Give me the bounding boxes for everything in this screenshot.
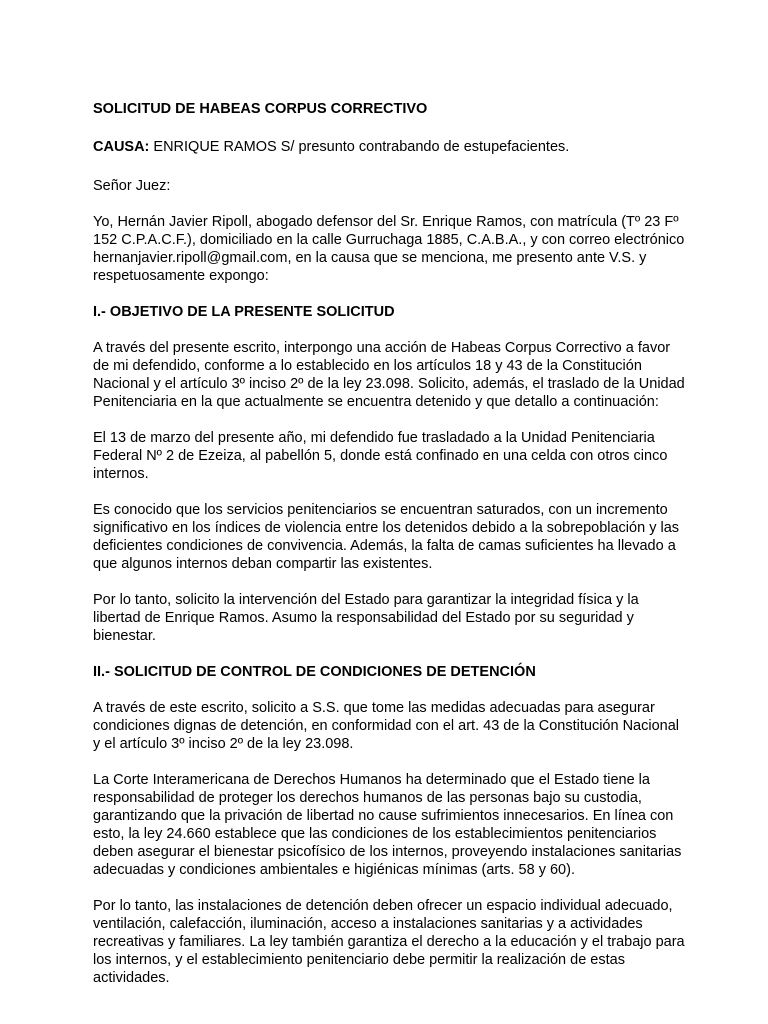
causa-label: CAUSA: xyxy=(93,139,150,155)
section-1-paragraph-1: A través del presente escrito, interpongo una acción de Habeas Corpus Correctivo a favor de mi defendido, conforme a lo establecido en los artículos 18 y 43 de la Constitución Nacional y el artículo 3º inciso 2º de la ley 23.098. Solicito, además, el traslado de la Unidad Penitenciaria en la que actualmente se encuentra detenido y que detallo a continuación: xyxy=(93,340,685,410)
section-2-paragraph-1: A través de este escrito, solicito a S.S. que tome las medidas adecuadas para asegurar condiciones dignas de detención, en conformidad con el art. 43 de la Constitución Nacional y el artículo 3º inciso 2º de la ley 23.098. xyxy=(93,700,680,752)
section-2-heading: II.- SOLICITUD DE CONTROL DE CONDICIONES DE DETENCIÓN xyxy=(93,664,536,680)
causa-line xyxy=(93,138,688,156)
section-1-paragraph-4: Por lo tanto, solicito la intervención del Estado para garantizar la integridad física y la libertad de Enrique Ramos. Asumo la responsabilidad del Estado por su seguridad y bienestar. xyxy=(93,592,639,644)
document-title: SOLICITUD DE HABEAS CORPUS CORRECTIVO xyxy=(93,101,428,117)
section-2-paragraph-2: La Corte Interamericana de Derechos Humanos ha determinado que el Estado tiene la responsabilidad de proteger los derechos humanos de las personas bajo su custodia, garantizando que la privación de libertad no cause sufrimientos innecesarios. En línea con esto, la ley 24.660 establece que las condiciones de los establecimientos penitenciarios deben asegurar el bienestar psicofísico de los internos, proveyendo instalaciones sanitarias adecuadas y condiciones ambientales e higiénicas mínimas (arts. 58 y 60). xyxy=(93,772,682,878)
section-1-heading: I.- OBJETIVO DE LA PRESENTE SOLICITUD xyxy=(93,304,395,320)
causa-text: ENRIQUE RAMOS S/ presunto contrabando de estupefacientes. xyxy=(149,139,570,155)
section-1-paragraph-3: Es conocido que los servicios penitenciarios se encuentran saturados, con un incremento significativo en los índices de violencia entre los detenidos debido a la sobrepoblación y las deficientes condiciones de convivencia. Además, la falta de camas suficientes ha llevado a que algunos internos deban compartir las existentes. xyxy=(93,502,680,572)
intro-paragraph: Yo, Hernán Javier Ripoll, abogado defensor del Sr. Enrique Ramos, con matrícula (Tº 23 Fº 152 C.P.A.C.F.), domiciliado en la calle Gurruchaga 1885, C.A.B.A., y con correo electrónico hernanjavier.ripoll@gmail.com, en la causa que se menciona, me presento ante V.S. y respetuosamente expongo: xyxy=(93,214,685,284)
section-1-paragraph-2: El 13 de marzo del presente año, mi defendido fue trasladado a la Unidad Penitenciaria Federal Nº 2 de Ezeiza, al pabellón 5, donde está confinado en una celda con otros cinco internos. xyxy=(93,430,668,482)
section-2-paragraph-3: Por lo tanto, las instalaciones de detención deben ofrecer un espacio individual adecuado, ventilación, calefacción, iluminación, acceso a instalaciones sanitarias y a actividades recreativas y familiares. La ley también garantiza el derecho a la educación y el trabajo para los internos, y el establecimiento penitenciario debe permitir la realización de estas actividades. xyxy=(93,898,685,986)
salutation: Señor Juez: xyxy=(93,178,171,194)
